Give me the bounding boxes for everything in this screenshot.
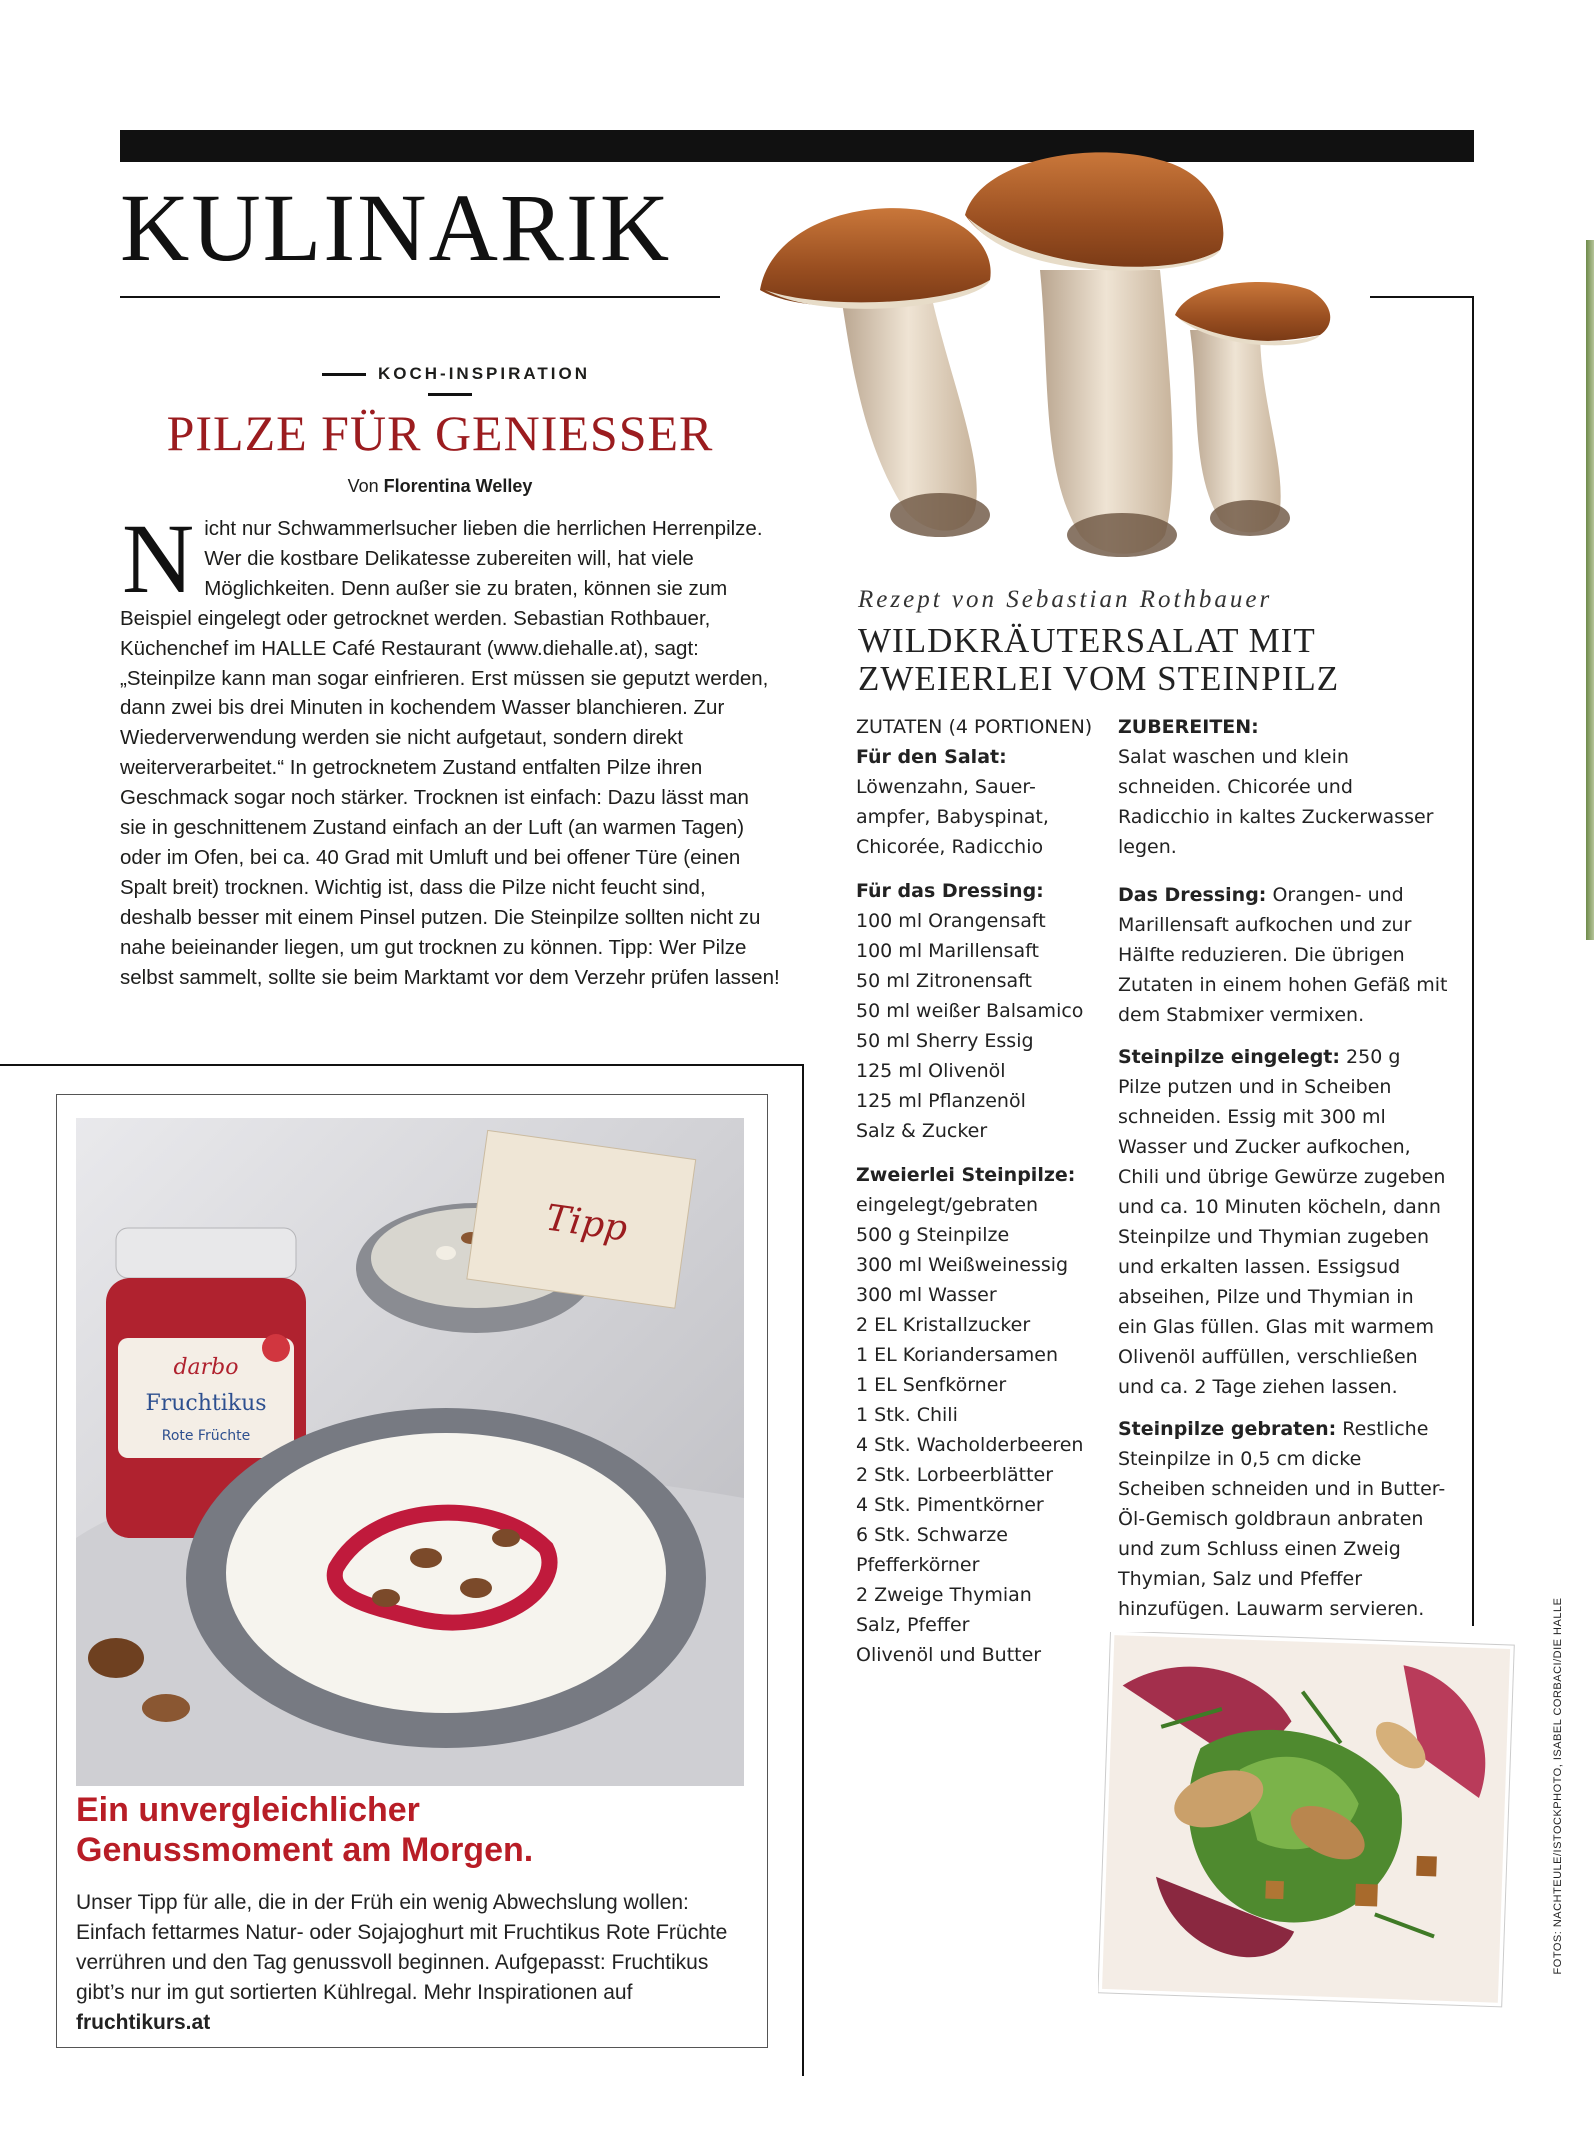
drop-cap: N <box>122 503 195 614</box>
ingredient-item: Olivenöl und Butter <box>856 1644 1042 1666</box>
mushroom-photo <box>750 140 1370 580</box>
recipe-credit: Rezept von Sebastian Rothbauer <box>858 586 1273 613</box>
ingredient-item: Pfefferkörner <box>856 1554 980 1576</box>
prep-fried-text: Restliche Steinpilze in 0,5 cm dicke Scheiben schneiden und in Butter-Öl-Gemisch goldbraun anbraten und zum Schluss einen Zweig Thymian, Salz und Pfeffer hinzufügen. Lauwarm servieren. <box>1118 1418 1446 1620</box>
jar-product: Fruchtikus <box>145 1391 267 1416</box>
ingredient-item: Salz & Zucker <box>856 1120 988 1142</box>
prep-pickled <box>1118 1042 1448 1402</box>
ad-headline <box>76 1790 736 1870</box>
ingredient-item: 300 ml Wasser <box>856 1284 997 1306</box>
prep-dressing <box>1118 880 1448 1030</box>
ingredient-item: 2 EL Kristallzucker <box>856 1314 1031 1336</box>
salad-heading: Für den Salat: <box>856 746 1007 768</box>
ingredient-item: 500 g Steinpilze <box>856 1224 1010 1246</box>
ingredient-item: eingelegt/gebraten <box>856 1194 1039 1216</box>
title-rule <box>120 296 720 298</box>
ad-text-body: Unser Tipp für alle, die in der Früh ein wenig Abwechslung wollen: Einfach fettarmes Natur- oder Sojajoghurt mit Fruchtikus Rote Früchte verrühren und den Tag genussvoll beginnen. Aufgepasst: Fruchtikus gibt’s nur im gut sortierten Kühlregal. Mehr Inspirationen auf <box>76 1891 728 2004</box>
kicker: KOCH-INSPIRATION <box>280 364 620 404</box>
ingredient-item: 50 ml Zitronensaft <box>856 970 1032 992</box>
ingredient-item: Salz, Pfeffer <box>856 1614 970 1636</box>
jar-brand: darbo <box>173 1355 239 1380</box>
ingredients-column <box>856 712 1116 1670</box>
page-edge-strip <box>1586 240 1594 940</box>
ingredient-item: 1 Stk. Chili <box>856 1404 958 1426</box>
ingredient-item: 1 EL Koriandersamen <box>856 1344 1059 1366</box>
photo-credit <box>1548 1570 1562 2010</box>
ingredient-item: 2 Stk. Lorbeerblätter <box>856 1464 1054 1486</box>
section-title: KULINARIK <box>120 174 672 281</box>
ingredients-heading: ZUTATEN (4 PORTIONEN) <box>856 716 1093 738</box>
prep-fried-label: Steinpilze gebraten: <box>1118 1418 1337 1440</box>
ad-headline-line2: Genussmoment am Morgen. <box>76 1831 534 1869</box>
ingredient-item: Chicorée, Radicchio <box>856 836 1044 858</box>
ingredient-item: 50 ml weißer Balsamico <box>856 1000 1084 1022</box>
ad-link[interactable]: fruchtikurs.at <box>76 2011 211 2034</box>
dressing-list <box>856 906 1116 1146</box>
ingredient-item: 2 Zweige Thymian <box>856 1584 1032 1606</box>
article-body <box>120 503 780 993</box>
yogurt-photo <box>76 1118 744 1786</box>
salad-photo <box>1098 1632 1518 2012</box>
dressing-heading: Für das Dressing: <box>856 880 1044 902</box>
ingredient-item: 4 Stk. Pimentkörner <box>856 1494 1044 1516</box>
salad-list <box>856 772 1116 862</box>
ad-text <box>76 1888 756 2038</box>
ingredient-item: 125 ml Pflanzenöl <box>856 1090 1026 1112</box>
recipe-title: WILDKRÄUTERSALAT MIT ZWEIERLEI VOM STEINPILZ <box>858 621 1340 698</box>
ingredient-item: 1 EL Senfkörner <box>856 1374 1007 1396</box>
ingredient-item: 4 Stk. Wacholderbeeren <box>856 1434 1084 1456</box>
prep-intro: Salat waschen und klein schneiden. Chicorée und Radicchio in kaltes Zuckerwasser legen. <box>1118 746 1434 858</box>
prep-dressing-label: Das Dressing: <box>1118 884 1267 906</box>
ingredient-item: 50 ml Sherry Essig <box>856 1030 1034 1052</box>
byline-prefix: Von <box>347 476 379 496</box>
ingredient-item: 6 Stk. Schwarze <box>856 1524 1008 1546</box>
photo-credit-text: FOTOS: NACHTEULE/ISTOCKPHOTO, ISABEL CORBACI/DIE HALLE <box>1552 1597 1564 1975</box>
mushrooms-list <box>856 1190 1116 1670</box>
ingredient-item: 100 ml Marillensaft <box>856 940 1039 962</box>
prep-heading: ZUBEREITEN: <box>1118 716 1259 738</box>
ingredient-item: 125 ml Olivenöl <box>856 1060 1006 1082</box>
prep-dressing-text: Orangen- und Marillensaft aufkochen und zur Hälfte reduzieren. Die übrigen Zutaten in einem hohen Gefäß mit dem Stabmixer vermixen. <box>1118 884 1448 1026</box>
ingredient-item: Löwenzahn, Sauer- <box>856 776 1036 798</box>
jar-variant: Rote Früchte <box>161 1428 251 1444</box>
prep-pickled-text: 250 g Pilze putzen und in Scheiben schneiden. Essig mit 300 ml Wasser und Zucker aufkochen, Chili und übrige Gewürze zugeben und ca. 10 Minuten köcheln, dann Steinpilze und Thymian zugeben und erkalten lassen. Essigsud abseihen, Pilze und Thymian in ein Glas füllen. Glas mit warmem Olivenöl auffüllen, verschließen und ca. 2 Tage ziehen lassen. <box>1118 1046 1446 1398</box>
prep-fried <box>1118 1414 1448 1624</box>
mushrooms-heading: Zweierlei Steinpilze: <box>856 1164 1076 1186</box>
article-body-text: icht nur Schwammerlsucher lieben die herrlichen Herrenpilze. Wer die kostbare Delikatesse zubereiten will, hat viele Möglichkeiten. Denn außer sie zu braten, können sie zum Beispiel eingelegt oder getrocknet werden. Sebastian Rothbauer, Küchenchef im HALLE Café Restaurant (www.diehalle.at), sagt: „Steinpilze kann man sogar einfrieren. Erst müssen sie geputzt werden, dann zwei bis drei Minuten in kochendem Wasser blanchieren. Zur Wiederverwendung werden sie nicht aufgetaut, sondern direkt weiterverarbeitet.“ In getrocknetem Zustand entfalten Pilze ihren Geschmack sogar noch stärker. Trocknen ist einfach: Dazu lässt man sie in geschnittenem Zustand einfach an der Luft (an warmen Tagen) oder im Ofen, bei ca. 40 Grad mit Umluft und bei offener Türe (einen Spalt breit) trocknen. Wichtig ist, dass die Pilze nicht feucht sind, deshalb besser mit einem Pinsel putzen. Die Steinpilze sollten nicht zu nahe beieinander liegen, um gut trocknen zu können. Tipp: Wer Pilze selbst sammelt, sollte sie beim Marktamt vor dem Verzehr prüfen lassen! <box>120 517 780 989</box>
byline-author: Florentina Welley <box>383 476 533 496</box>
article-title: PILZE FÜR GENIESSER <box>166 405 714 461</box>
frame-rule-top <box>1370 296 1474 298</box>
preparation-column <box>1118 712 1448 1636</box>
ingredient-item: 100 ml Orangensaft <box>856 910 1046 932</box>
ad-tag-label: Tipp <box>543 1197 630 1250</box>
prep-pickled-label: Steinpilze eingelegt: <box>1118 1046 1340 1068</box>
ingredient-item: ampfer, Babyspinat, <box>856 806 1049 828</box>
byline <box>120 476 760 497</box>
ad-headline-line1: Ein unvergleichlicher <box>76 1791 420 1829</box>
frame-rule-right <box>1472 296 1474 1626</box>
ingredient-item: 300 ml Weißweinessig <box>856 1254 1069 1276</box>
